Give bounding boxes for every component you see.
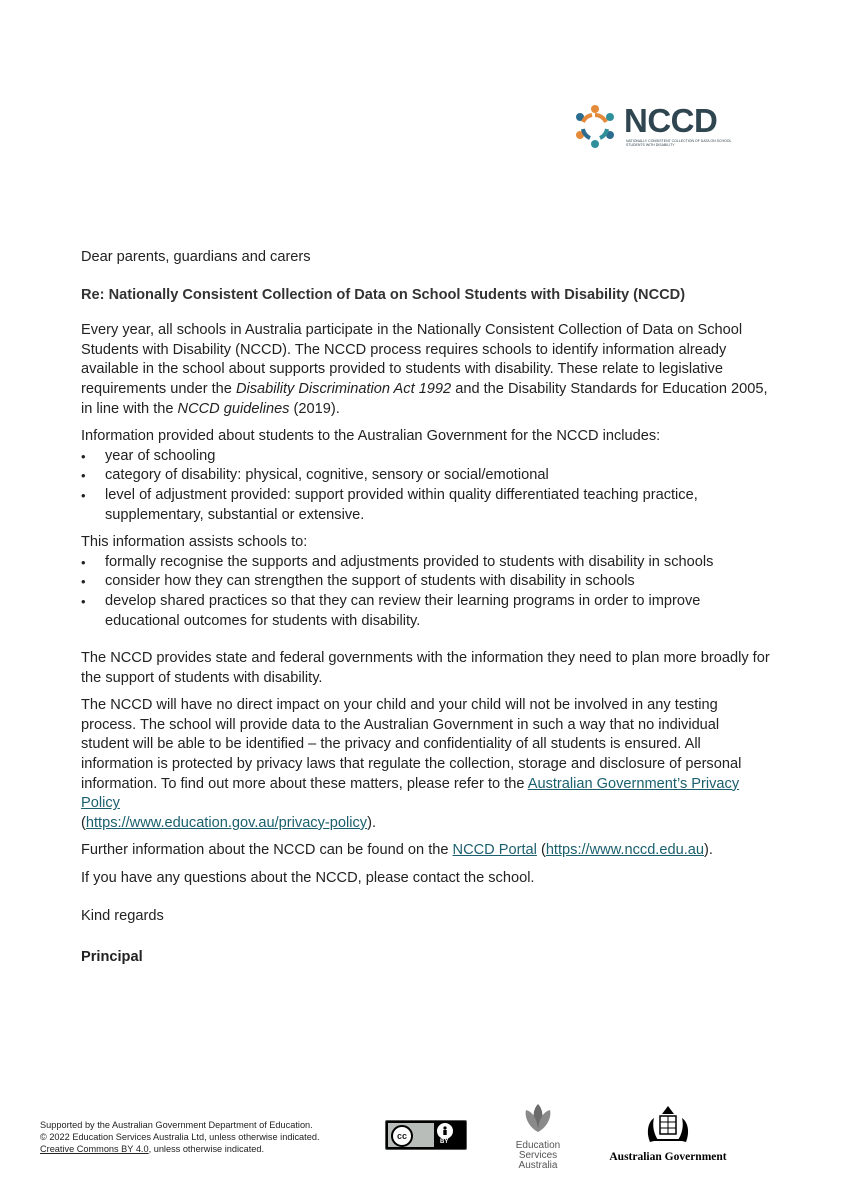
- info-list: [81, 447, 771, 525]
- nccd-portal-link[interactable]: NCCD Portal: [452, 842, 537, 859]
- assist-list: [81, 553, 771, 631]
- privacy-policy-link[interactable]: Australian Government’s Privacy Policy: [81, 775, 740, 812]
- list-item: • level of adjustment provided: support provided within quality differentiated teaching practice, supplementary, substantial or extensive.: [81, 486, 771, 525]
- list-item: • develop shared practices so that they can review their learning programs in order to improve educational outcomes for students with disability.: [81, 592, 771, 631]
- nccd-wordmark: NCCD: [624, 102, 718, 139]
- nccd-logo: [572, 102, 732, 152]
- education-services-australia-logo: [510, 1100, 566, 1171]
- privacy-paragraph: [81, 696, 771, 833]
- governments-paragraph: The NCCD provides state and federal governments with the information they need to plan more broadly for the support of students with disability.: [81, 650, 770, 686]
- list-item: • category of disability: physical, cognitive, sensory or social/emotional: [81, 466, 771, 486]
- attribution-person-icon: [437, 1123, 453, 1139]
- intro-text-a: Every year, all schools in Australia participate in the Nationally Consistent Collection of Data on School Students with Disability (NCCD). The NCCD process requires schools to identify information already available in the school about supports provided to students with disability. These relate to legislative requirements under the: [81, 322, 743, 397]
- privacy-text: The NCCD will have no direct impact on your child and your child will not be involved in any testing process. The school will provide data to the Australian Government in such a way that no individual student will be able to be identified – the privacy and confidentiality of all students is ensured. All information is protected by privacy laws that regulate the collection, storage and disclosure of personal information. To find out more about these matters, please refer to the: [81, 697, 742, 792]
- nccd-portal-url-link[interactable]: https://www.nccd.edu.au: [545, 842, 704, 859]
- cc-by-label: BY: [440, 1139, 449, 1145]
- creative-commons-link[interactable]: Creative Commons BY 4.0: [40, 1144, 149, 1154]
- nccd-tagline: NATIONALLY CONSISTENT COLLECTION OF DATA ON SCHOOL STUDENTS WITH DISABILITY: [626, 139, 732, 147]
- cc-by-badge: [385, 1120, 467, 1150]
- info-intro: Information provided about students to the Australian Government for the NCCD includes:: [81, 428, 661, 445]
- act-title: Disability Discrimination Act 1992: [235, 380, 452, 397]
- esa-line: Education: [515, 1140, 561, 1151]
- australian-government-logo: [606, 1104, 730, 1163]
- letter-body: [81, 248, 771, 968]
- australian-government-label: Australian Government: [609, 1151, 727, 1163]
- portal-text: Further information about the NCCD can be found on the: [81, 842, 453, 859]
- esa-line: Australia: [518, 1160, 558, 1171]
- coat-of-arms-icon: [640, 1104, 696, 1144]
- list-item: • year of schooling: [81, 447, 771, 467]
- paren-open: (: [536, 842, 546, 859]
- subject-line: Re: Nationally Consistent Collection of Data on School Students with Disability (NCCD): [81, 286, 686, 303]
- portal-paragraph: [81, 841, 771, 861]
- intro-paragraph: [81, 321, 771, 419]
- privacy-policy-url-link[interactable]: https://www.education.gov.au/privacy-policy: [85, 814, 368, 831]
- paren-close: ).: [704, 842, 713, 859]
- footer-line-1: Supported by the Australian Government Department of Education.: [40, 1120, 313, 1130]
- greeting: Dear parents, guardians and carers: [81, 249, 311, 265]
- paren-open: (: [81, 814, 86, 831]
- questions-paragraph: If you have any questions about the NCCD, please contact the school.: [81, 870, 535, 887]
- footer-line-3-rest: , unless otherwise indicated.: [148, 1144, 265, 1154]
- footer-line-3: [40, 1143, 320, 1155]
- footer-line-2: © 2022 Education Services Australia Ltd, unless otherwise indicated.: [40, 1132, 320, 1142]
- esa-flower-icon: [520, 1100, 556, 1136]
- assist-intro: This information assists schools to:: [81, 534, 308, 551]
- nccd-people-circle-icon: [572, 104, 618, 150]
- closing: Kind regards: [81, 907, 164, 924]
- paren-close: ).: [367, 814, 376, 831]
- guidelines-title: NCCD guidelines: [177, 400, 290, 417]
- signatory: Principal: [81, 949, 143, 966]
- intro-text-b: and the Disability Standards for Education 2005, in line with the: [81, 380, 768, 417]
- list-item: • consider how they can strengthen the support of students with disability in schools: [81, 572, 771, 592]
- intro-text-c: (2019).: [289, 400, 340, 417]
- list-item: • formally recognise the supports and adjustments provided to students with disability in schools: [81, 553, 771, 573]
- cc-badge-left: [388, 1123, 434, 1147]
- esa-line: Services: [518, 1150, 558, 1161]
- footer-credits: [40, 1119, 320, 1155]
- cc-icon: cc: [391, 1125, 413, 1147]
